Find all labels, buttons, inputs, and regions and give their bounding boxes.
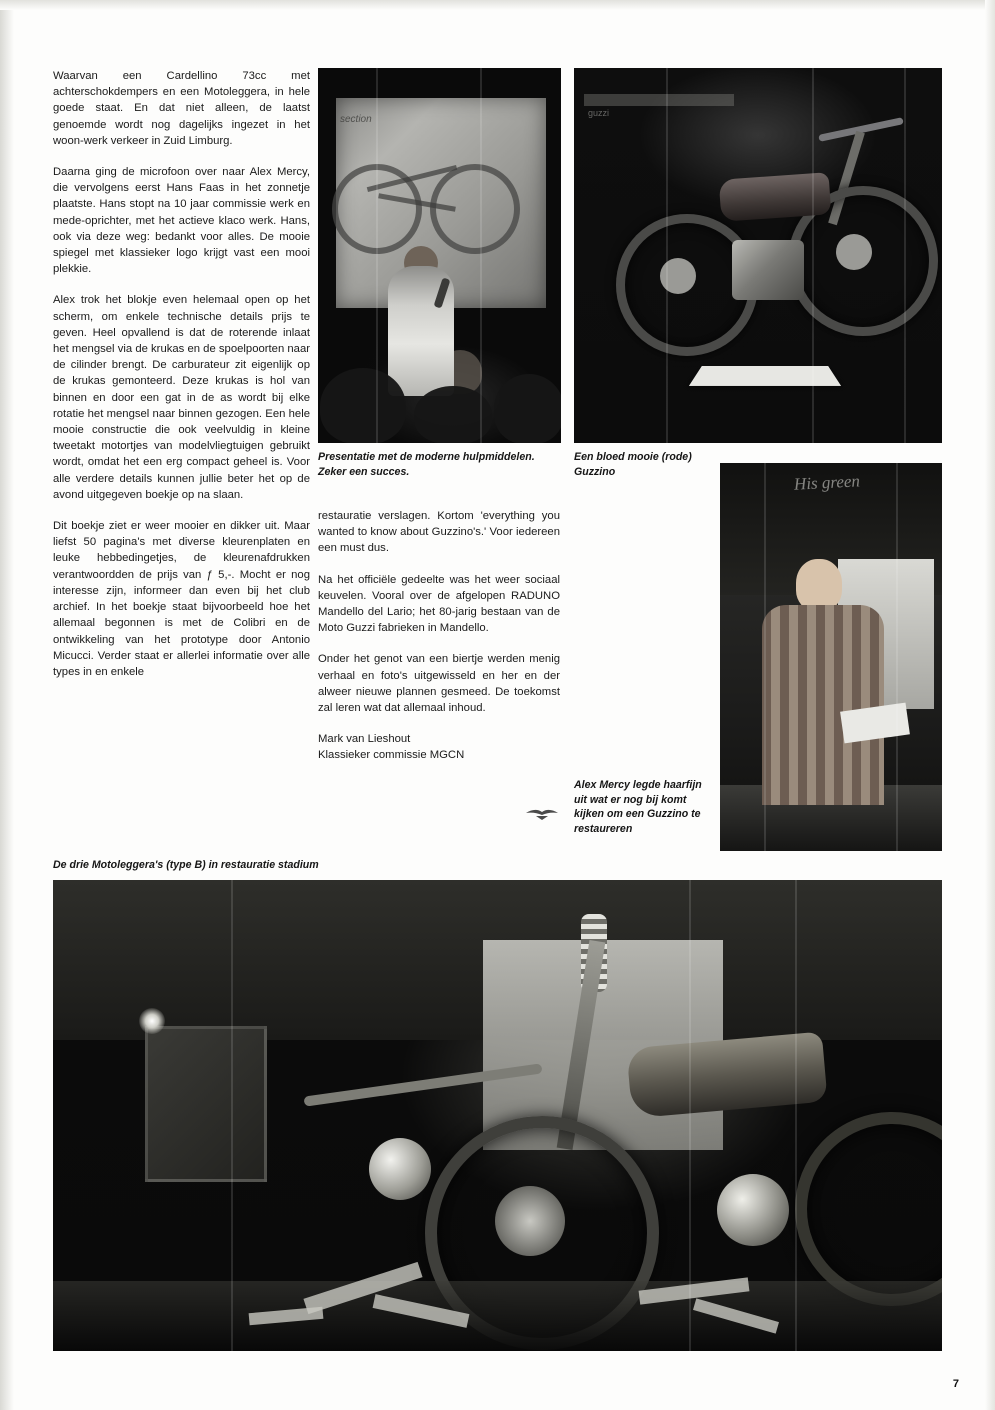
red-guzzino-photo: [574, 68, 942, 443]
rear-wheel: [795, 1112, 942, 1306]
caption-bottom: De drie Motoleggera's (type B) in restauratie stadium: [53, 859, 319, 871]
scan-edge-left: [0, 0, 14, 1410]
shelf-label: guzzi: [588, 108, 610, 118]
fuel-tank: [719, 172, 832, 222]
paragraph: Alex trok het blokje even helemaal open op het scherm, om enkele technische details prijs te geven. Heel opvallend is dat de roterende inlaat het mengsel via de krukas en de spoelpoorten naar de cilinder brengt. De carburateur zit eigenlijk op de krukas gemonteerd. Deze krukas is hol van binnen en door een gat in de as wordt bij elke rotatie het mengsel naar binnen gezogen. Een hele mooie constructie die ook veelvuldig in kleine tweetakt motortjes van modelvliegtuigen gebruikt wordt, omdat het een erg compact geheel is. Voor alle verdere details kunnen jullie beter het op de avond uitgegeven boekje op na slaan.: [53, 294, 310, 501]
page-number: 7: [952, 1378, 959, 1390]
caption-presentation: Presentatie met de moderne hulpmiddelen. Zeker een succes.: [318, 451, 535, 478]
wheel-hub: [495, 1186, 565, 1256]
chalk-text: His green: [793, 471, 861, 494]
headlamp: [369, 1138, 431, 1200]
headlamp: [717, 1174, 789, 1246]
paragraph: Daarna ging de microfoon over naar Alex Mercy, die vervolgens eerst Hans Faas in het zonnetje plaatste. Hans stopt na 10 jaar commissie werk en mede-oprichter, met het actieve klaco werk. Hans, ook via deze weg: bedankt voor alles. De mooie spiegel met klassieker logo krijgt vast een mooi plekkie.: [53, 166, 310, 276]
middle-text-column: [318, 508, 560, 764]
audience-silhouette: [494, 374, 561, 443]
engine-block: [732, 240, 804, 300]
caption-guzzino: Een bloed mooie (rode) Guzzino: [574, 451, 692, 478]
author-role: Klassieker commissie MGCN: [318, 749, 465, 762]
audience-silhouette: [320, 368, 406, 443]
scan-edge-right: [985, 0, 995, 1410]
floor-paper: [689, 366, 841, 386]
rear-hub: [660, 258, 696, 294]
left-text-column: [53, 68, 310, 680]
paragraph: Waarvan een Cardellino 73cc met achterschokdempers en een Motoleggera, in hele goede staat. En dat niet alleen, de laatst genoemde wordt nog dagelijks ingezet in het woon-werk verkeer in Zuid Limburg.: [53, 70, 310, 147]
paragraph: restauratie verslagen. Kortom 'everything you wanted to know about Guzzino's.' Voor iedereen een must dus.: [318, 510, 560, 555]
scan-edge-top: [0, 0, 995, 10]
audience-silhouette: [414, 386, 492, 443]
background-shelf: [584, 94, 734, 106]
window: [145, 1026, 267, 1182]
paragraph: Na het officiële gedeelte was het weer sociaal keuvelen. Vooral over de afgelopen RADUNO Mandello del Lario; het 80-jarig bestaan van de Moto Guzzi fabrieken in Mandello.: [318, 573, 560, 635]
front-hub: [836, 234, 872, 270]
moto-guzzi-eagle-logo: [524, 806, 560, 822]
ceiling-lamp: [139, 1008, 165, 1034]
projector-label: section: [340, 114, 372, 125]
three-motoleggera-photo: [53, 880, 942, 1351]
presentation-photo: [318, 68, 561, 443]
floor: [53, 1281, 942, 1351]
person-body: [762, 605, 884, 805]
person-head: [796, 559, 842, 611]
alex-mercy-photo: [720, 463, 942, 851]
author-name: Mark van Lieshout: [318, 733, 411, 746]
paragraph: Onder het genot van een biertje werden menig verhaal en foto's uitgewisseld en her en der alweer nieuwe plannen gesmeed. De toekomst zal leren wat dat allemaal inhoud.: [318, 653, 560, 715]
caption-alex: Alex Mercy legde haarfijn uit wat er nog bij komt kijken om een Guzzino te restaureren: [574, 779, 702, 835]
paragraph: Dit boekje ziet er weer mooier en dikker uit. Maar liefst 50 pagina's met diverse kleurenplaten en leuke hebbedingetjes, de kleurenafdrukken verantwoordden de prijs van ƒ 5,-. Mocht er nog interesse zijn, informeer dan even bij het club archief. In het boekje staat bijvoorbeeld hoe het allemaal begonnen is met de Colibri en de ontwikkeling van het prototype door Antonio Micucci. Verder staat er allerlei informatie over alle types in en enkele: [53, 520, 310, 678]
